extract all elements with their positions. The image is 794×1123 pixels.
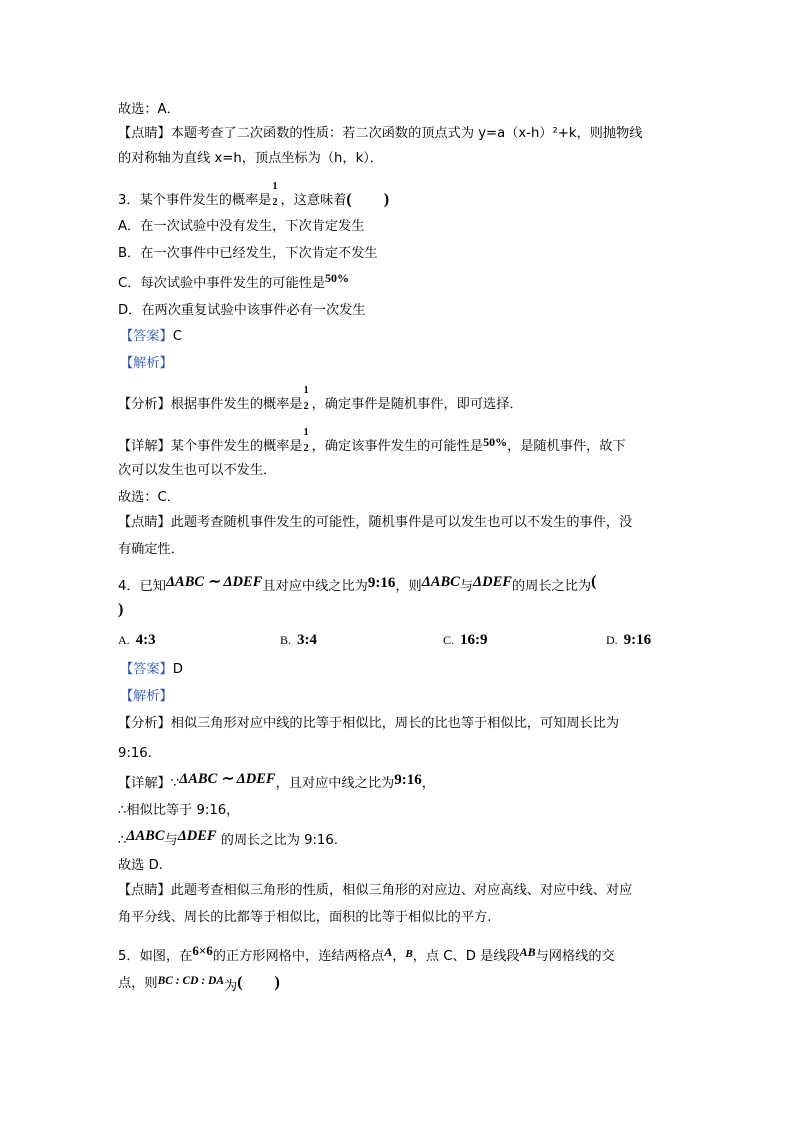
fraction-numerator: 1 bbox=[303, 385, 309, 396]
q3-option-c bbox=[118, 271, 350, 292]
answer-label: 【答案】 bbox=[120, 662, 173, 677]
stem-text: 与 bbox=[459, 579, 474, 594]
math-triangle-abc: ΔABC bbox=[421, 574, 460, 590]
xiangjie-label: 【详解】 bbox=[118, 776, 171, 791]
q4-option-a bbox=[118, 632, 156, 649]
analysis-label: 【解析】 bbox=[120, 356, 173, 371]
option-label: C． bbox=[118, 276, 141, 291]
q4-stem bbox=[118, 573, 597, 595]
q3-comment-line2: 有确定性． bbox=[118, 542, 184, 557]
math-similar-triangles: ΔABC ∼ ΔDEF bbox=[179, 771, 276, 787]
question-number: 4． bbox=[118, 579, 140, 594]
xiangjie-label: 【详解】 bbox=[118, 439, 171, 454]
option-label: C. bbox=[443, 633, 455, 647]
answer-label: 【答案】 bbox=[120, 329, 173, 344]
therefore-symbol: ∴ bbox=[118, 833, 127, 848]
q4-answer bbox=[120, 662, 183, 678]
stem-text: ，这意味着 bbox=[280, 193, 347, 208]
q4-choose: 故选 D. bbox=[118, 858, 163, 873]
math-triangle-abc: ΔABC bbox=[126, 828, 165, 844]
analysis-label: 【解析】 bbox=[120, 689, 173, 704]
stem-text: 如图，在 bbox=[139, 949, 193, 964]
q4-fenxi-line1 bbox=[118, 716, 619, 732]
comment-label: 【点睛】 bbox=[118, 126, 171, 141]
fraction-one-half bbox=[303, 427, 312, 455]
math-ratio: 9:16 bbox=[394, 772, 422, 788]
stem-text: 点，则 bbox=[118, 976, 158, 991]
comment-label: 【点睛】 bbox=[118, 515, 171, 530]
q3-xiangjie-line2: 次可以发生也可以不发生． bbox=[118, 463, 277, 478]
math-percent: 50% bbox=[325, 271, 350, 285]
math-point-a: A bbox=[384, 945, 393, 959]
option-label: B． bbox=[118, 246, 141, 261]
option-value: 4:3 bbox=[135, 632, 156, 648]
xiangjie-text: 某个事件发生的概率是 bbox=[170, 439, 303, 454]
option-label: A. bbox=[118, 633, 130, 647]
stem-text: 的正方形网格中，连结两格点 bbox=[212, 949, 385, 964]
xiangjie-text: 与 bbox=[164, 833, 178, 848]
xiangjie-text: 的周长之比为 9:16. bbox=[216, 833, 338, 848]
comment-label: 【点睛】 bbox=[118, 883, 171, 898]
q3-fenxi bbox=[118, 385, 523, 413]
q3-comment-line1 bbox=[118, 515, 632, 531]
fraction-denominator: 2 bbox=[303, 401, 309, 412]
option-label: D. bbox=[606, 633, 618, 647]
fraction-numerator: 1 bbox=[303, 427, 309, 438]
q5-stem-line2 bbox=[118, 975, 280, 992]
because-symbol: ∵ bbox=[170, 776, 180, 791]
math-similar-triangles: ΔABC ∼ ΔDEF bbox=[165, 574, 263, 590]
answer-value: D bbox=[172, 662, 183, 677]
q4-analysis-label bbox=[120, 689, 173, 705]
q4-fenxi-line2: 9:16. bbox=[118, 746, 152, 761]
xiangjie-text: ，且对应中线之比为 bbox=[275, 776, 395, 791]
answer-value: C bbox=[172, 329, 182, 344]
answer-blank: ( ) bbox=[346, 191, 390, 208]
question-number: 3． bbox=[118, 193, 140, 208]
fenxi-label: 【分析】 bbox=[118, 716, 171, 731]
answer-blank: ( ) bbox=[237, 974, 280, 991]
xiangjie-text: ， bbox=[421, 776, 435, 791]
option-text: 在一次事件中已经发生，下次肯定不发生 bbox=[140, 246, 378, 261]
paren-open: ( bbox=[591, 573, 597, 590]
prev-comment-line1 bbox=[118, 126, 642, 142]
option-label: D． bbox=[118, 303, 142, 318]
fenxi-text: 相似三角形对应中线的比等于相似比，周长的比也等于相似比，可知周长比为 bbox=[170, 716, 620, 731]
math-ratio: 9:16 bbox=[367, 575, 396, 591]
stem-text: 与网格线的交 bbox=[535, 949, 615, 964]
q3-answer bbox=[120, 329, 182, 345]
stem-text: 某个事件发生的概率是 bbox=[139, 193, 272, 208]
q4-xiangjie-line3 bbox=[118, 828, 338, 849]
stem-text: 且对应中线之比为 bbox=[262, 579, 368, 594]
fenxi-text: ，确定事件是随机事件，即可选择． bbox=[311, 397, 523, 412]
q4-xiangjie-line2: ∴相似比等于 9:16， bbox=[118, 803, 240, 818]
question-number: 5． bbox=[118, 949, 140, 964]
math-percent: 50% bbox=[483, 435, 508, 449]
option-value: 16:9 bbox=[460, 632, 488, 648]
fraction-denominator: 2 bbox=[303, 443, 309, 454]
q5-stem-line1 bbox=[118, 943, 615, 965]
q4-comment-line2: 角平分线、周长的比都等于相似比，面积的比等于相似比的平方. bbox=[118, 910, 492, 925]
math-ratio-bc-cd-da: BC : CD : DA bbox=[157, 975, 225, 987]
q3-xiangjie-line1 bbox=[118, 427, 626, 455]
comment-text: 此题考查相似三角形的性质，相似三角形的对应边、对应高线、对应中线、对应 bbox=[170, 883, 633, 898]
q4-stem-close bbox=[118, 602, 123, 619]
stem-text: 已知 bbox=[139, 579, 166, 594]
option-label: A． bbox=[118, 219, 141, 234]
math-triangle-def: ΔDEF bbox=[473, 574, 512, 590]
q4-option-c bbox=[443, 632, 488, 649]
option-text: 每次试验中事件发生的可能性是 bbox=[140, 276, 326, 291]
stem-text: 为 bbox=[224, 979, 238, 994]
paren-close: ) bbox=[118, 601, 124, 618]
q3-stem bbox=[118, 181, 390, 209]
fraction-one-half bbox=[303, 385, 312, 413]
stem-text: 的周长之比为 bbox=[511, 579, 592, 594]
option-text: 在一次试验中没有发生，下次肯定发生 bbox=[140, 219, 365, 234]
q3-option-d bbox=[118, 303, 366, 319]
q4-option-b bbox=[280, 632, 317, 649]
q3-choose: 故选：C． bbox=[118, 490, 180, 505]
xiangjie-text: ，确定该事件发生的可能性是 bbox=[311, 439, 484, 454]
comment-text: 此题考查随机事件发生的可能性，随机事件是可以发生也可以不发生的事件，没 bbox=[170, 515, 633, 530]
fraction-denominator: 2 bbox=[272, 197, 278, 208]
stem-text: ， bbox=[392, 949, 406, 964]
prev-comment-line2: 的对称轴为直线 x=h，顶点坐标为（h，k）． bbox=[118, 151, 383, 166]
q4-xiangjie-line1 bbox=[118, 771, 435, 792]
math-point-b: B bbox=[405, 948, 413, 960]
option-value: 3:4 bbox=[297, 632, 318, 648]
math-segment-ab: AB bbox=[519, 945, 536, 959]
q4-option-d bbox=[606, 632, 651, 649]
fenxi-label: 【分析】 bbox=[118, 397, 171, 412]
q3-option-a bbox=[118, 219, 364, 235]
q4-comment-line1 bbox=[118, 883, 632, 899]
q3-option-b bbox=[118, 246, 378, 262]
math-triangle-def: ΔDEF bbox=[177, 828, 217, 844]
fraction-one-half bbox=[271, 181, 280, 209]
stem-text: ，则 bbox=[395, 579, 422, 594]
stem-text: ，点 C、D 是线段 bbox=[412, 949, 520, 964]
option-text: 在两次重复试验中该事件必有一次发生 bbox=[141, 303, 366, 318]
option-value: 9:16 bbox=[623, 632, 652, 648]
fraction-numerator: 1 bbox=[272, 181, 278, 192]
fenxi-text: 根据事件发生的概率是 bbox=[170, 397, 303, 412]
q3-analysis-label bbox=[120, 356, 173, 372]
math-grid-size: 6×6 bbox=[192, 943, 213, 958]
option-label: B. bbox=[280, 633, 292, 647]
xiangjie-text: ，是随机事件，故下 bbox=[507, 439, 626, 454]
prev-choose: 故选：A． bbox=[118, 102, 180, 117]
comment-text: 本题考查了二次函数的性质：若二次函数的顶点式为 y=a（x-h）²+k，则抛物线 bbox=[170, 126, 643, 141]
